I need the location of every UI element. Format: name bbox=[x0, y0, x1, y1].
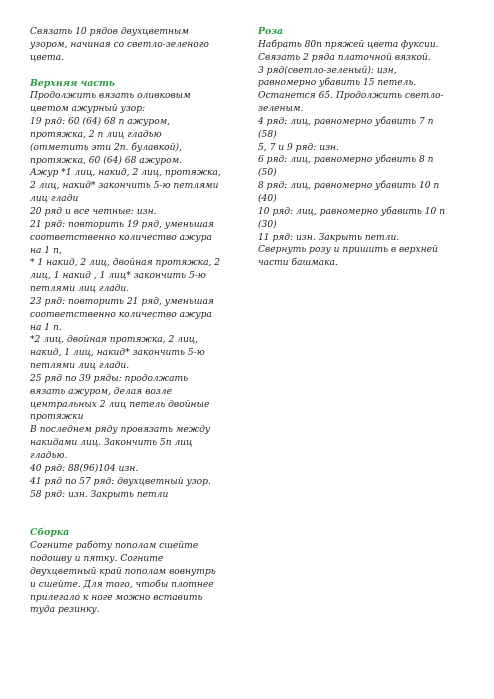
text-line: на 1 п. bbox=[30, 322, 62, 333]
left-column bbox=[30, 26, 244, 617]
text-line: * 1 накид, 2 лиц, двойная протяжка, 2 bbox=[30, 258, 221, 269]
text-line: двухцветный край пополам вовнутрь bbox=[30, 566, 216, 577]
text-line: части башмака. bbox=[258, 258, 338, 269]
text-line: на 1 п, bbox=[30, 245, 62, 256]
text-line: 2 лиц, накид* закончить 5-ю петлями bbox=[30, 181, 219, 192]
text-line: и сшейте. Для того, чтобы плотнее bbox=[30, 579, 214, 590]
text-line: 25 ряд по 39 ряды: продолжать bbox=[30, 373, 189, 384]
upper-part-text bbox=[30, 90, 244, 501]
text-line: 10 ряд: лиц, равномерно убавить 10 п bbox=[258, 206, 446, 217]
text-line: Связать 10 рядов двухцветным bbox=[30, 27, 189, 37]
text-line: (40) bbox=[258, 193, 277, 204]
text-line: протяжка, 2 п лиц гладью bbox=[30, 129, 162, 140]
text-line: протяжка, 60 (64) 68 ажуром. bbox=[30, 155, 183, 166]
text-line: накид, 1 лиц, накид* закончить 5-ю bbox=[30, 348, 205, 359]
text-line: Ажур *1 лиц, накид, 2 лиц, протяжка, bbox=[30, 168, 221, 179]
rose-text bbox=[258, 39, 468, 270]
text-line: цвета. bbox=[30, 52, 64, 63]
text-line: подошву и пятку. Согните bbox=[30, 554, 164, 565]
text-line: Набрать 80п пряжей цвета фуксии. bbox=[258, 39, 439, 50]
text-line: 20 ряд и все четные: изн. bbox=[30, 206, 157, 217]
text-line: центральных 2 лиц петель двойные bbox=[30, 399, 210, 410]
assembly-section bbox=[30, 527, 244, 617]
intro-paragraph bbox=[30, 26, 244, 65]
text-line: 21 ряд: повторить 19 ряд, уменьшая bbox=[30, 219, 214, 230]
text-line: (58) bbox=[258, 129, 277, 140]
text-line: узором, начиная со светло-зеленого bbox=[30, 39, 209, 50]
text-line: В последнем ряду провязать между bbox=[30, 425, 211, 436]
text-line: Продолжить вязать оливковым bbox=[30, 91, 191, 102]
text-line: 40 ряд: 88(96)104 изн. bbox=[30, 463, 139, 474]
rose-section bbox=[258, 26, 468, 270]
text-line: вязать ажуром, делая возле bbox=[30, 386, 172, 397]
text-line: соответственно количество ажура bbox=[30, 232, 212, 243]
text-line: Останется 65. Продолжить светло- bbox=[258, 91, 444, 102]
text-line: 6 ряд: лиц, равномерно убавить 8 п bbox=[258, 155, 434, 166]
text-line: 58 ряд: изн. Закрыть петли bbox=[30, 489, 169, 500]
text-line: цветом ажурный узор: bbox=[30, 104, 146, 115]
text-line: протяжки bbox=[30, 412, 84, 423]
text-line: 23 ряд: повторить 21 ряд, уменьшая bbox=[30, 296, 214, 307]
text-line: туда резинку. bbox=[30, 605, 100, 616]
text-line: 5, 7 и 9 ряд: изн. bbox=[258, 142, 339, 153]
text-line: гладью. bbox=[30, 451, 68, 461]
text-line: 3 ряд(светло-зеленый): изн, bbox=[258, 65, 397, 76]
text-line: Свернуть розу и пришить в верхней bbox=[258, 245, 438, 256]
text-line: 41 ряд по 57 ряд: двухцветный узор. bbox=[30, 476, 211, 487]
text-line: петлями лиц глади. bbox=[30, 284, 130, 295]
text-line: накидами лиц. Закончить 5п лиц bbox=[30, 438, 193, 449]
section-heading-upper-part: Верхняя часть bbox=[30, 77, 115, 89]
text-line: 4 ряд: лиц, равномерно убавить 7 п bbox=[258, 116, 434, 127]
text-line: (30) bbox=[258, 219, 277, 230]
text-line: (50) bbox=[258, 168, 277, 179]
text-line: 19 ряд: 60 (64) 68 п ажуром, bbox=[30, 117, 171, 128]
text-line: Согните работу пополам сшейте bbox=[30, 541, 199, 552]
text-line: лиц, 1 накид , 1 лиц* закончить 5-ю bbox=[30, 271, 206, 282]
assembly-text bbox=[30, 540, 244, 617]
upper-part-section bbox=[30, 78, 244, 502]
right-column bbox=[258, 26, 468, 270]
text-line: равномерно убавить 15 петель. bbox=[258, 78, 417, 89]
text-line: лиц глади bbox=[30, 194, 79, 205]
text-line: *2 лиц, двойная протяжка, 2 лиц, bbox=[30, 335, 199, 346]
text-line: соответственно количество ажура bbox=[30, 309, 212, 320]
text-line: 8 ряд: лиц, равномерно убавить 10 п bbox=[258, 181, 440, 192]
section-heading-assembly: Сборка bbox=[30, 527, 70, 539]
text-line: Связать 2 ряда платочной вязкой. bbox=[258, 52, 431, 63]
section-heading-rose: Роза bbox=[258, 26, 284, 37]
text-line: петлями лиц глади. bbox=[30, 361, 130, 372]
text-line: (отметить эти 2п. булавкой), bbox=[30, 142, 182, 153]
text-line: прилегало к ноге можно вставить bbox=[30, 592, 203, 603]
text-line: зеленым. bbox=[258, 104, 304, 115]
text-line: 11 ряд: изн. Закрыть петли. bbox=[258, 232, 400, 243]
